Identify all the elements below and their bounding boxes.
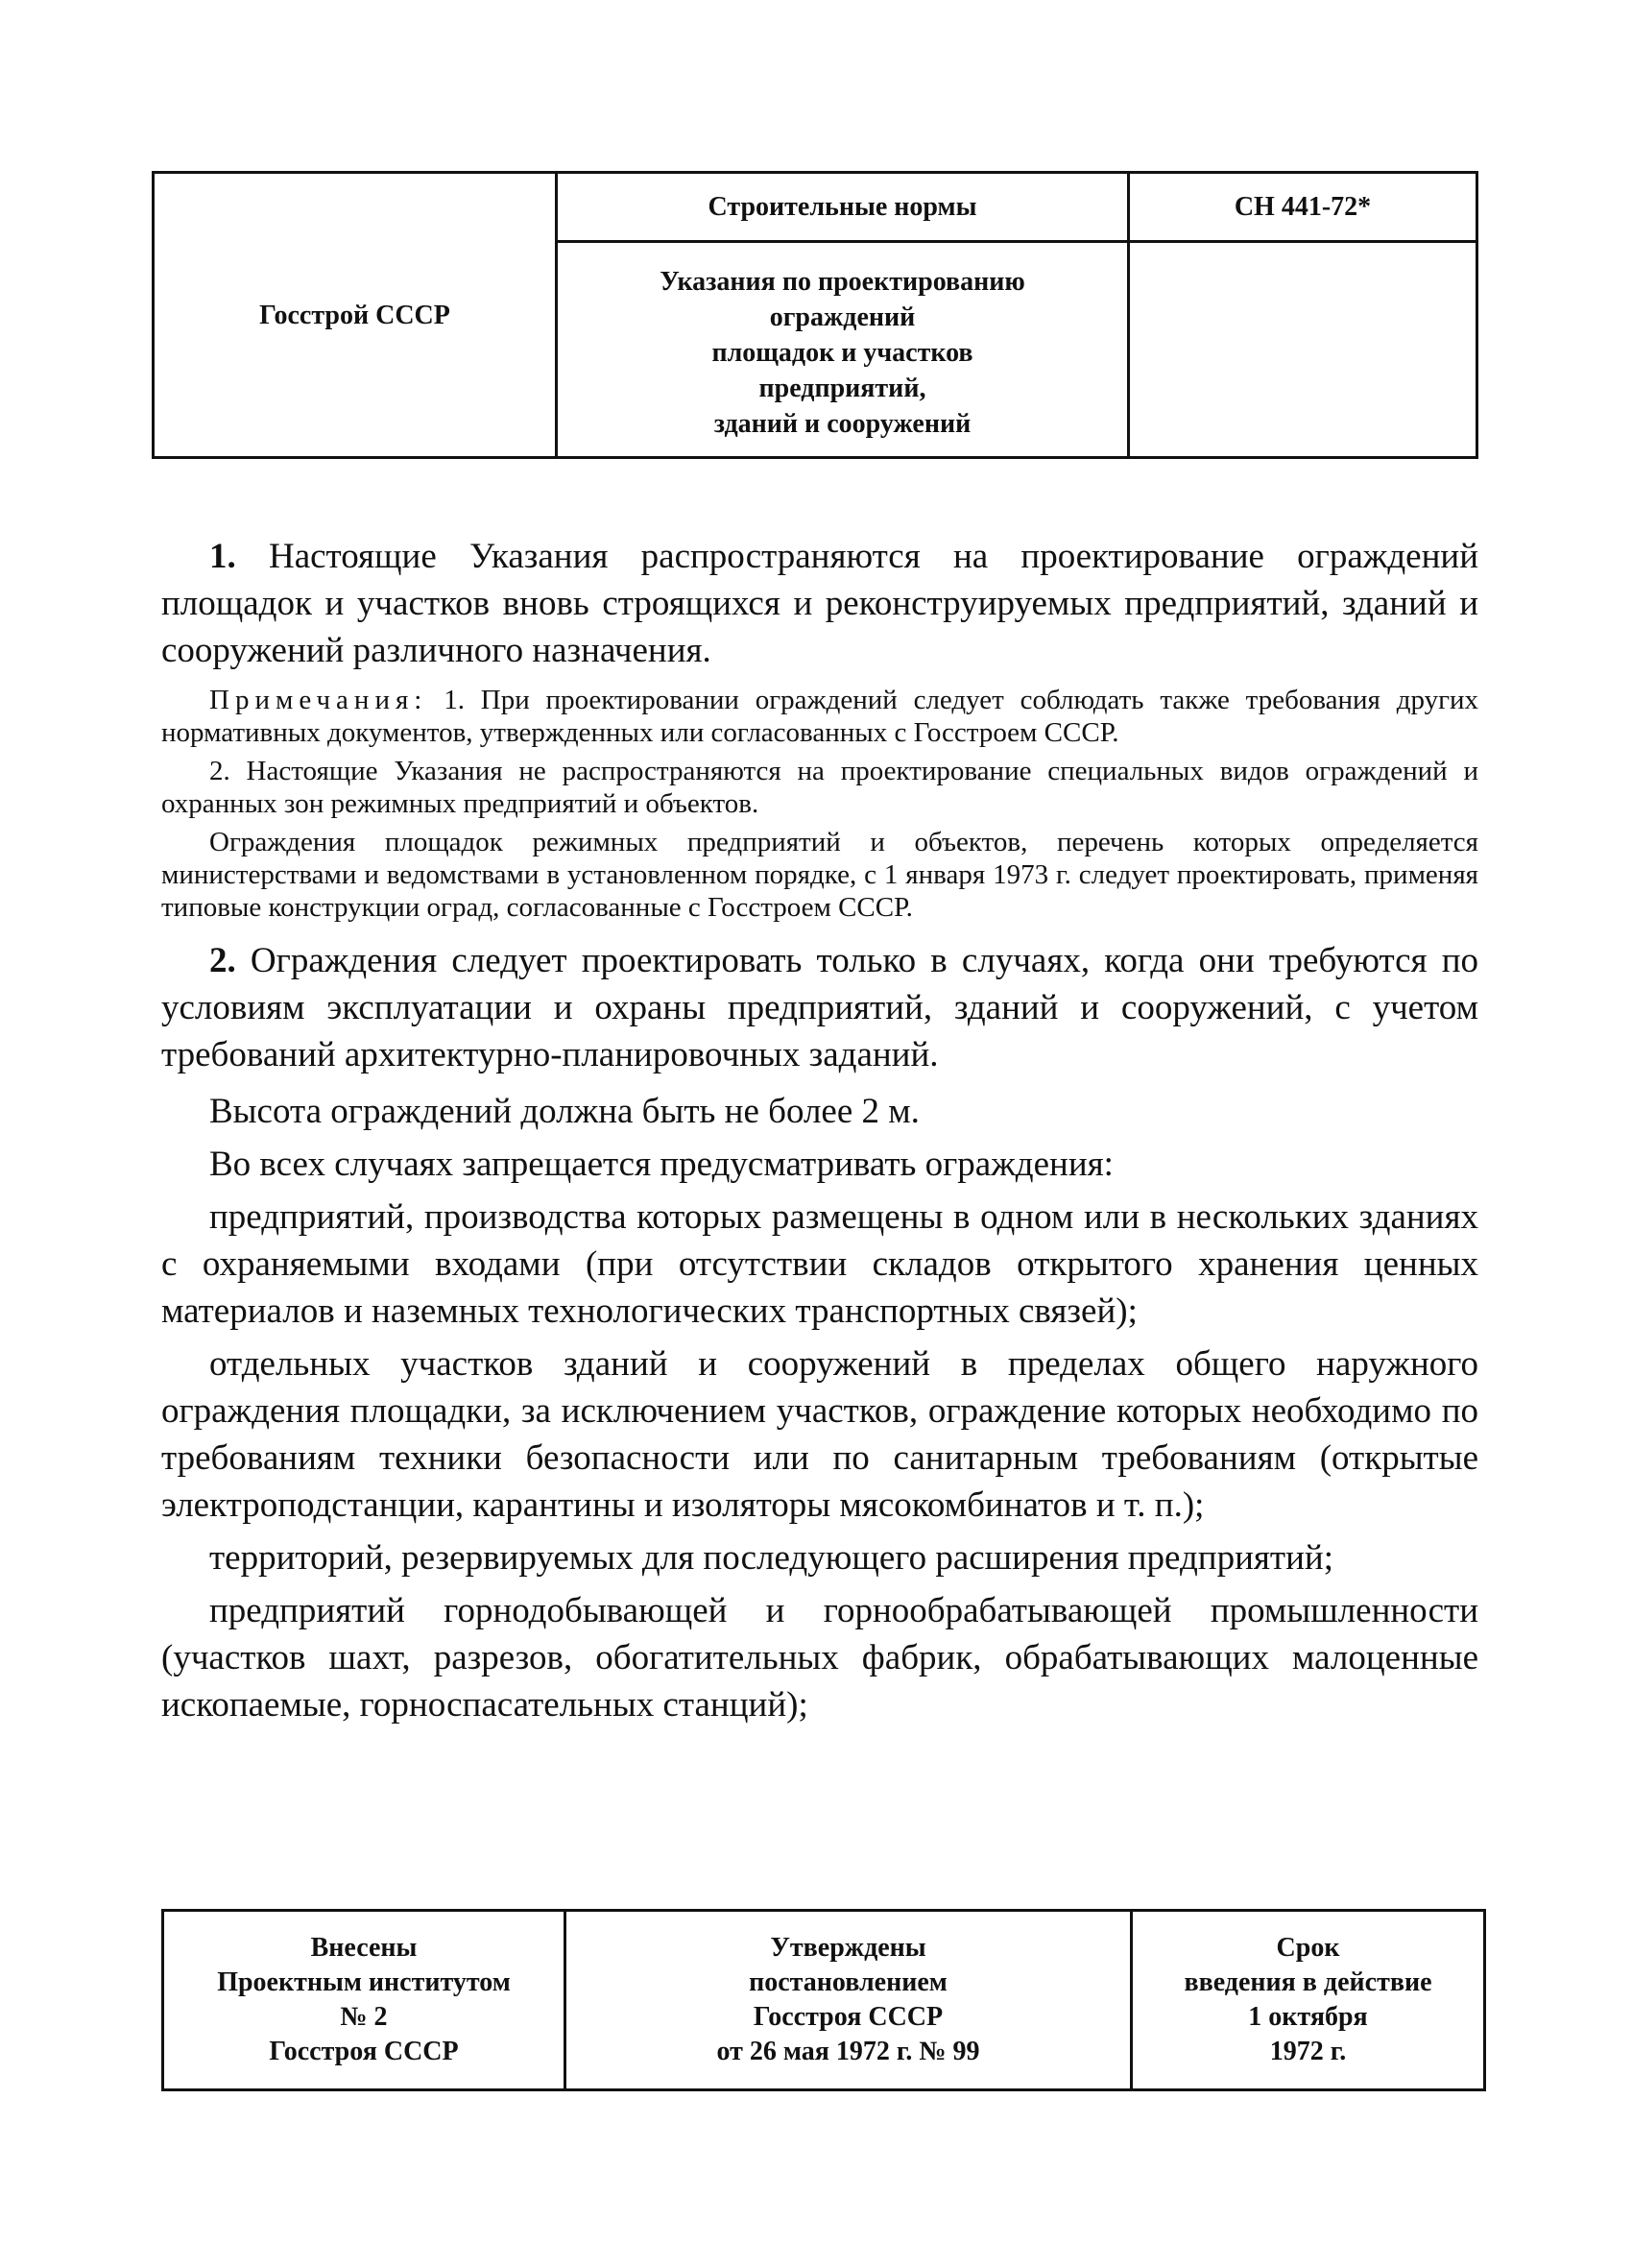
note-3: Ограждения площадок режимных предприятий и объектов, перечень которых определяется министерствами и ведомствами в установленном порядке, с 1 января 1973 г. следует проектировать, применяя типовые конструкции оград, согласованные с Госстроем СССР. [161,827,1478,923]
header-table [152,171,1478,459]
header-title [558,243,1130,456]
footer-approved [564,1912,1130,2088]
prohibited-intro: Во всех случаях запрещается предусматривать ограждения: [209,1145,1114,1184]
section-1 [161,533,1478,674]
footer-line: от 26 мая 1972 г. № 99 [716,2037,980,2066]
footer-table [161,1909,1486,2091]
section-2-text: Ограждения следует проектировать только в случаях, когда они требуются по условиям эксплуатации и охраны предприятий, зданий и сооружений, с учетом требований архитектурно-планировочных заданий. [161,941,1479,1074]
footer-effective [1130,1912,1483,2088]
note-2: 2. Настоящие Указания не распространяются на проектирование специальных видов ограждений и охранных зон режимных предприятий и объектов. [161,756,1478,819]
document-body [161,533,1478,1734]
list-item: отдельных участков зданий и сооружений в пределах общего наружного ограждения площадки, за исключением участков, ограждение которых необходимо по требованиям техники безопасности или по санитарным требованиям (открытые электроподстанции, карантины и изоляторы мясокомбинатов и т. п.); [161,1344,1478,1525]
title-line: Указания по проектированию [660,266,1025,297]
section-1-text: Настоящие Указания распространяются на проектирование ограждений площадок и участков вновь строящихся и реконструируемых предприятий, зданий и сооружений различного назначения. [161,537,1478,670]
header-empty-cell [1130,243,1476,456]
footer-line: 1 октября [1248,2002,1368,2032]
footer-line: Утверждены [770,1933,926,1963]
section-2 [161,937,1478,1078]
header-org: Госстрой СССР [155,174,558,456]
footer-line: постановлением [749,1967,948,1997]
footer-introduced [164,1912,564,2088]
notes-label: Примечания: [209,685,428,715]
title-line: ограждений [769,302,916,332]
footer-line: Проектным институтом [217,1967,511,1997]
header-doc-type: Строительные нормы [558,174,1130,243]
title-line: предприятий, [758,373,926,403]
list-item: предприятий горнодобывающей и горнообрабатывающей промышленности (участков шахт, разрезов, обогатительных фабрик, обрабатывающих малоценные ископаемые, горноспасательных станций); [161,1591,1478,1725]
note-1 [161,684,1478,749]
title-line: площадок и участков [711,337,973,368]
note-1-text: 1. При проектировании ограждений следует соблюдать также требования других нормативных документов, утвержденных или согласованных с Госстроем СССР. [161,685,1478,748]
list-item: территорий, резервируемых для последующего расширения предприятий; [209,1538,1333,1578]
list-item: предприятий, производства которых размещены в одном или в нескольких зданиях с охраняемыми входами (при отсутствии складов открытого хранения ценных материалов и наземных технологических транспортных связей); [161,1197,1478,1331]
footer-line: введения в действие [1184,1967,1432,1997]
footer-line: № 2 [340,2002,388,2032]
footer-line: Срок [1276,1933,1340,1963]
footer-line: Внесены [310,1933,418,1963]
footer-line: 1972 г. [1269,2037,1347,2066]
title-line: зданий и сооружений [713,408,972,439]
section-1-number: 1. [209,537,236,576]
footer-line: Госстроя СССР [753,2002,944,2032]
height-limit: Высота ограждений должна быть не более 2 м. [209,1092,920,1131]
header-code: СН 441-72* [1130,174,1476,243]
footer-line: Госстроя СССР [269,2037,459,2066]
section-2-number: 2. [209,941,236,980]
